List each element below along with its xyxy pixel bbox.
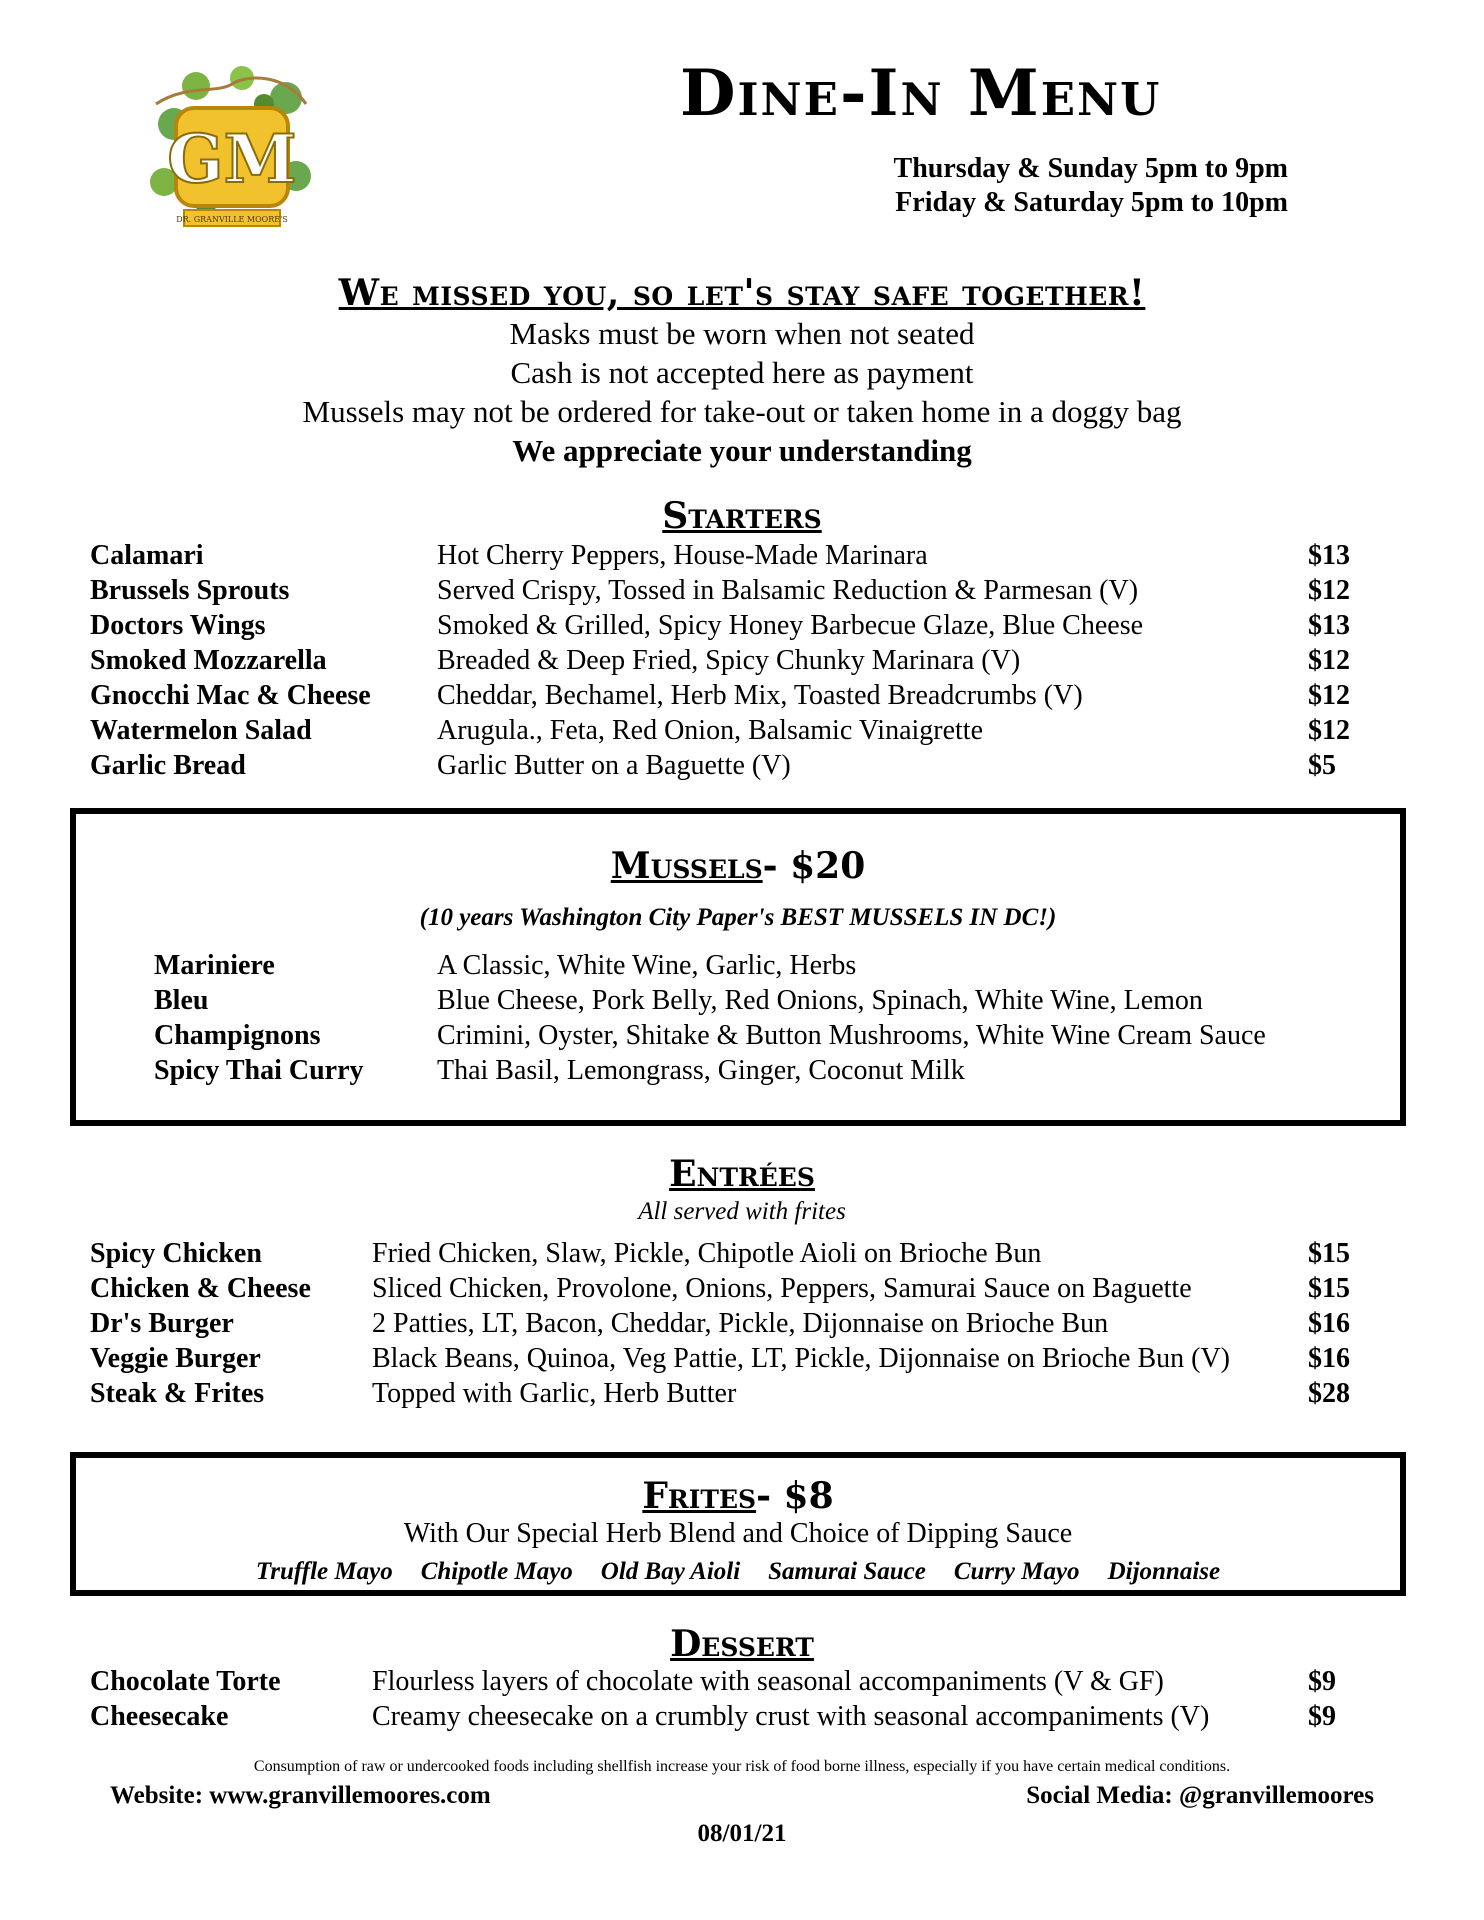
item-desc: Arugula., Feta, Red Onion, Balsamic Vinaigrette (437, 715, 984, 746)
item-name: Steak & Frites (90, 1378, 265, 1409)
mussels-price: - $20 (762, 845, 866, 887)
sauce-option: Dijonnaise (1107, 1558, 1221, 1585)
menu-item (0, 713, 1484, 748)
item-price: $12 (1308, 645, 1350, 676)
item-name: Calamari (90, 540, 204, 571)
menu-item (76, 1053, 1400, 1088)
item-price: $16 (1308, 1308, 1350, 1339)
item-name: Chicken & Cheese (90, 1273, 311, 1304)
starters-heading: Starters (662, 495, 822, 537)
item-name: Mariniere (154, 950, 275, 981)
sauce-option: Curry Mayo (953, 1558, 1080, 1585)
item-desc: Breaded & Deep Fried, Spicy Chunky Marinara (V) (437, 645, 1021, 676)
item-desc: Served Crispy, Tossed in Balsamic Reduction & Parmesan (V) (437, 575, 1139, 606)
item-desc: Topped with Garlic, Herb Butter (372, 1378, 737, 1409)
item-name: Brussels Sprouts (90, 575, 290, 606)
food-safety-disclaimer: Consumption of raw or undercooked foods including shellfish increase your risk of food borne illness, especially if you have certain medical conditions. (253, 1758, 1231, 1775)
menu-item (0, 573, 1484, 608)
safety-line: Mussels may not be ordered for take-out or taken home in a doggy bag (302, 394, 1182, 429)
item-name: Doctors Wings (90, 610, 266, 641)
item-price: $15 (1308, 1273, 1350, 1304)
entrees-heading: Entrées (669, 1153, 815, 1195)
menu-date: 08/01/21 (697, 1820, 787, 1847)
menu-item (0, 608, 1484, 643)
frites-price: - $8 (756, 1475, 834, 1517)
item-desc: Flourless layers of chocolate with seasonal accompaniments (V & GF) (372, 1666, 1164, 1697)
safety-line: Masks must be worn when not seated (509, 316, 975, 351)
dessert-heading: Dessert (670, 1623, 814, 1665)
item-desc: Smoked & Grilled, Spicy Honey Barbecue Glaze, Blue Cheese (437, 610, 1144, 641)
item-price: $15 (1308, 1238, 1350, 1269)
item-name: Champignons (154, 1020, 321, 1051)
item-name: Watermelon Salad (90, 715, 312, 746)
item-desc: Fried Chicken, Slaw, Pickle, Chipotle Aioli on Brioche Bun (372, 1238, 1042, 1269)
entrees-subtitle: All served with frites (638, 1198, 846, 1225)
item-desc: Creamy cheesecake on a crumbly crust with seasonal accompaniments (V) (372, 1701, 1210, 1732)
item-desc: Blue Cheese, Pork Belly, Red Onions, Spinach, White Wine, Lemon (437, 985, 1203, 1016)
item-desc: Sliced Chicken, Provolone, Onions, Peppers, Samurai Sauce on Baguette (372, 1273, 1192, 1304)
mussels-section-header (76, 844, 1400, 888)
item-desc: A Classic, White Wine, Garlic, Herbs (437, 950, 857, 981)
safety-closing: We appreciate your understanding (512, 433, 972, 468)
sauce-option: Samurai Sauce (768, 1558, 926, 1585)
item-price: $13 (1308, 540, 1350, 571)
mussels-heading: Mussels (610, 845, 763, 887)
item-price: $9 (1308, 1666, 1336, 1697)
item-name: Garlic Bread (90, 750, 246, 781)
menu-item (0, 1699, 1484, 1734)
item-name: Chocolate Torte (90, 1666, 281, 1697)
item-name: Gnocchi Mac & Cheese (90, 680, 371, 711)
menu-item (76, 983, 1400, 1018)
hours-line: Friday & Saturday 5pm to 10pm (895, 187, 1288, 218)
website-link[interactable]: Website: www.granvillemoores.com (110, 1782, 491, 1809)
mussels-subtitle: (10 years Washington City Paper's BEST MUSSELS IN DC!) (419, 904, 1057, 931)
svg-text:GM: GM (167, 120, 297, 198)
entrees-section-header (0, 1152, 1484, 1196)
menu-item (0, 1271, 1484, 1306)
item-price: $13 (1308, 610, 1350, 641)
svg-text:DR. GRANVILLE MOORE'S: DR. GRANVILLE MOORE'S (176, 215, 288, 224)
frites-heading: Frites (642, 1475, 757, 1517)
menu-item (0, 1664, 1484, 1699)
safety-heading: We missed you, so let's stay safe together! (338, 272, 1146, 314)
item-desc: Hot Cherry Peppers, House-Made Marinara (437, 540, 928, 571)
item-desc: Thai Basil, Lemongrass, Ginger, Coconut Milk (437, 1055, 965, 1086)
social-media-handle[interactable]: Social Media: @granvillemoores (1026, 1782, 1374, 1809)
menu-item (0, 748, 1484, 783)
item-desc: Garlic Butter on a Baguette (V) (437, 750, 791, 781)
menu-item (0, 1306, 1484, 1341)
item-price: $12 (1308, 715, 1350, 746)
item-name: Veggie Burger (90, 1343, 261, 1374)
hours-line: Thursday & Sunday 5pm to 9pm (893, 153, 1288, 184)
menu-item (0, 1376, 1484, 1411)
sauce-list (76, 1558, 1400, 1586)
logo (146, 64, 318, 242)
sauce-option: Old Bay Aioli (600, 1558, 741, 1585)
frites-box (70, 1452, 1406, 1596)
item-name: Bleu (154, 985, 209, 1016)
item-desc: 2 Patties, LT, Bacon, Cheddar, Pickle, Dijonnaise on Brioche Bun (372, 1308, 1109, 1339)
item-price: $9 (1308, 1701, 1336, 1732)
menu-item (76, 1018, 1400, 1053)
safety-notice (0, 272, 1484, 470)
mussels-box (70, 808, 1406, 1126)
dessert-list (0, 1664, 1484, 1734)
item-price: $12 (1308, 575, 1350, 606)
item-price: $28 (1308, 1378, 1350, 1409)
item-desc: Cheddar, Bechamel, Herb Mix, Toasted Breadcrumbs (V) (437, 680, 1083, 711)
item-price: $16 (1308, 1343, 1350, 1374)
sauce-option: Truffle Mayo (255, 1558, 393, 1585)
menu-item (76, 948, 1400, 983)
item-price: $5 (1308, 750, 1336, 781)
item-name: Spicy Chicken (90, 1238, 262, 1269)
starters-section-header (0, 494, 1484, 538)
sauce-option: Chipotle Mayo (420, 1558, 573, 1585)
starters-list (0, 538, 1484, 783)
entrees-list (0, 1236, 1484, 1411)
mussels-list (76, 948, 1400, 1088)
frites-description: With Our Special Herb Blend and Choice of Dipping Sauce (403, 1518, 1073, 1549)
menu-item (0, 538, 1484, 573)
item-desc: Crimini, Oyster, Shitake & Button Mushrooms, White Wine Cream Sauce (437, 1020, 1266, 1051)
menu-item (0, 643, 1484, 678)
item-desc: Black Beans, Quinoa, Veg Pattie, LT, Pickle, Dijonnaise on Brioche Bun (V) (372, 1343, 1231, 1374)
logo-emblem-icon (146, 64, 318, 242)
item-name: Dr's Burger (90, 1308, 234, 1339)
menu-item (0, 1236, 1484, 1271)
item-price: $12 (1308, 680, 1350, 711)
hours (894, 152, 1288, 220)
menu-item (0, 678, 1484, 713)
menu-item (0, 1341, 1484, 1376)
item-name: Cheesecake (90, 1701, 229, 1732)
safety-line: Cash is not accepted here as payment (510, 355, 974, 390)
dessert-section-header (0, 1622, 1484, 1666)
frites-section-header (76, 1474, 1400, 1518)
item-name: Smoked Mozzarella (90, 645, 327, 676)
page-title: Dine-In Menu (680, 56, 1162, 131)
item-name: Spicy Thai Curry (154, 1055, 364, 1086)
